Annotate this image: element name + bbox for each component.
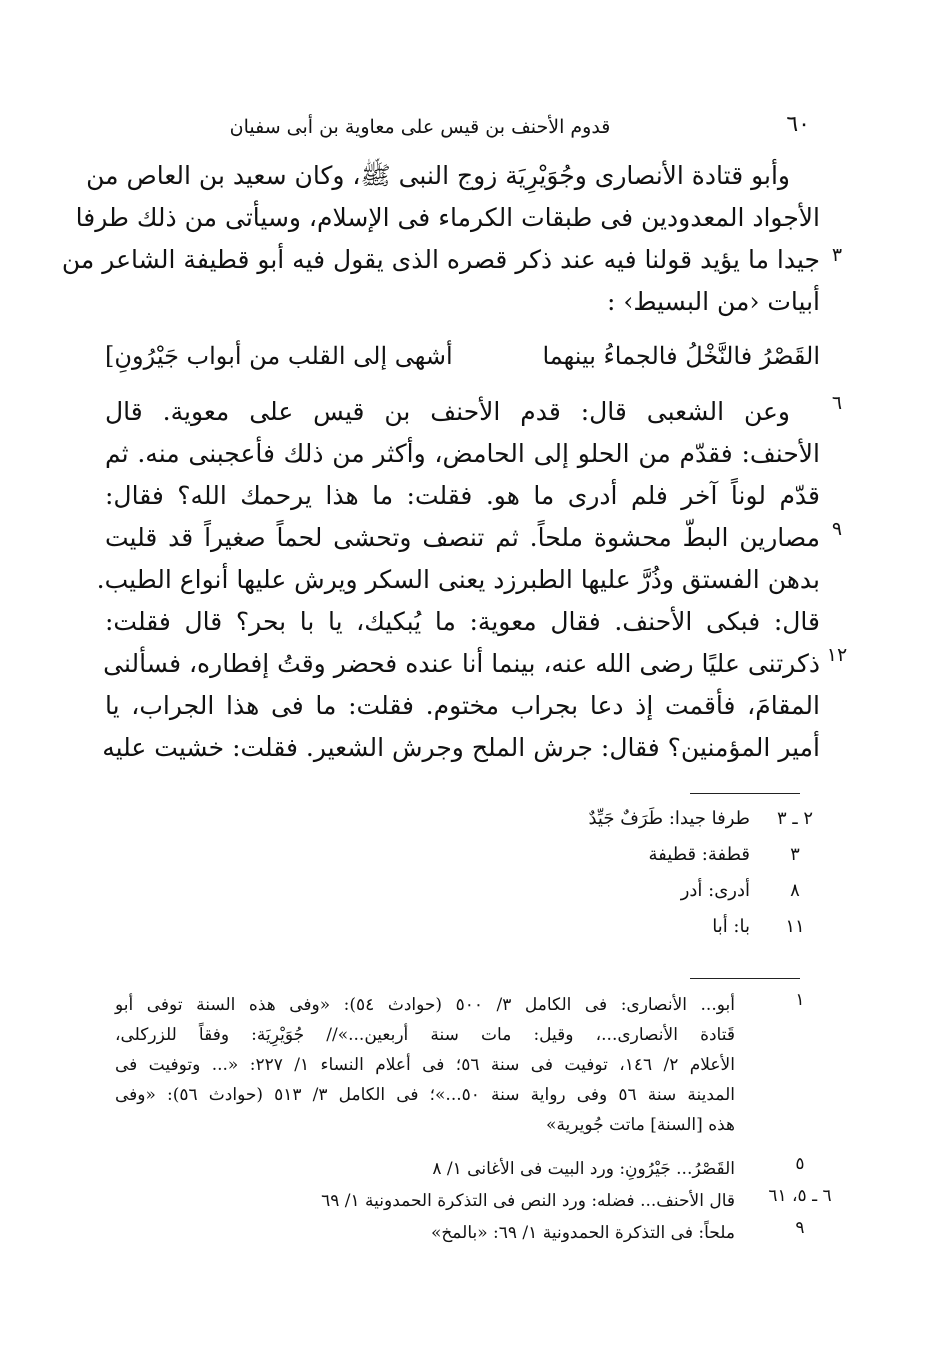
text-line: ذكرتنى عليًا رضى الله عنه، بينما أنا عنده فحضر وقتُ إفطاره، فسألنى [103,649,820,678]
line-number: ٩ [831,518,843,540]
text-line: المقامَ، فأقمت إذ دعا بجراب مختوم. فقلت: ما فى هذا الجراب، يا [105,691,820,720]
note-line-ref: ١ [795,990,805,1010]
note-line: قَتادة الأنصارى...، وقيل: مات سنة أربعين...»// جُوَيْرِيَة: وفقاً للزركلى، [115,1025,735,1045]
line-number: ١٢ [826,644,848,666]
variant-text: قطفة: قطيفة [648,844,750,865]
text-line: وأبو قتادة الأنصارى وجُوَيْرِيَة زوج النبى ﷺ، وكان سعيد بن العاص من [86,161,790,190]
text-line: أمير المؤمنين؟ فقال: جرش الملح وجرش الشعير. فقلت: خشيت عليه [102,733,820,762]
variant-entry [400,803,820,835]
variant-text: أدرى: أدر [680,880,750,901]
text-line: بدهن الفستق وذُرَّ عليها الطبرزد يعنى السكر ويرش عليها أنواع الطيب. [96,565,820,594]
text-line: الأحنف: فقدّم من الحلو إلى الحامض، وأكثر من ذلك فأعجبنى منه. ثم [105,439,820,468]
note-line: المدينة سنة ٥٦ وفى رواية سنة ٥٠...»؛ فى الكامل ٣/ ٥١٣ (حوادث ٥٦): «وفى [115,1085,735,1105]
page-header [100,112,820,148]
text-line: قدّم لوناً آخر فلم أدرى ما هو. فقلت: ما هذا يرحمك الله؟ فقال: [105,481,820,510]
variant-text: طرفا جيدا: طَرَفٌ جَيِّدٌ [588,808,750,829]
running-title: قدوم الأحنف بن قيس على معاوية بن أبى سفيان [229,116,611,138]
variant-text: با: أبا [712,916,750,937]
page-number: ٦٠ [786,112,810,137]
variant-entry [400,839,820,871]
note-line: أبو... الأنصارى: فى الكامل ٣/ ٥٠٠ (حوادث ٥٤): «وفى هذه السنة توفى أبو [115,995,735,1015]
apparatus-divider [690,793,800,794]
note-line-ref: ٦ ـ ٥، ٦١ [768,1186,832,1206]
text-line: مصارين البطّ محشوة ملحاً. ثم تنصف وتحشى لحماً صغيراً قد قليت [105,523,820,552]
variant-line-ref: ٣ [790,844,800,865]
variant-line-ref: ٨ [790,880,800,901]
line-number: ٦ [831,392,843,414]
variant-entry [400,875,820,907]
text-line: قال: فبكى الأحنف. فقال معوية: ما يُبكيك، يا با بحر؟ قال فقلت: [105,607,820,636]
text-line: وعن الشعبى قال: قدم الأحنف بن قيس على معوية. قال [105,397,790,426]
note-line: الأعلام ٢/ ١٤٦، توفيت فى سنة ٥٦؛ فى أعلام النساء ١/ ٢٢٧: «... وتوفيت فى [115,1055,735,1075]
verse-first-hemistich: القَصْرُ فالنَّخْلُ فالجماءُ بينهما [542,342,820,370]
variant-entry [400,911,820,943]
note-line: هذه [السنة] ماتت جُويرية» [546,1115,735,1135]
text-line: جيدا ما يؤيد قولنا فيه عند ذكر قصره الذى يقول فيه أبو قطيفة الشاعر من [61,245,820,274]
notes-divider [690,978,800,979]
text-line: أبيات ‹من البسيط› : [607,287,820,316]
note-line: ملحاً: فى التذكرة الحمدونية ١/ ٦٩: «بالمخ» [430,1223,735,1243]
note-line: قال الأحنف... فضله: ورد النص فى التذكرة الحمدونية ١/ ٦٩ [321,1191,735,1211]
poetry-verse [105,336,820,376]
verse-second-hemistich: أشهى إلى القلب من أبواب جَيْرُونِ] [105,342,453,370]
note-line-ref: ٩ [795,1218,805,1238]
variant-line-ref: ١١ [785,916,805,937]
text-line: الأجواد المعدودين فى طبقات الكرماء فى الإسلام، وسيأتى من ذلك طرفا [75,203,820,232]
line-number: ٣ [831,244,843,266]
note-line-ref: ٥ [795,1154,805,1174]
variant-line-ref: ٢ ـ ٣ [776,808,814,829]
note-line: القَصْرُ... جَيْرُونِ: ورد البيت فى الأغانى ١/ ٨ [432,1159,735,1179]
